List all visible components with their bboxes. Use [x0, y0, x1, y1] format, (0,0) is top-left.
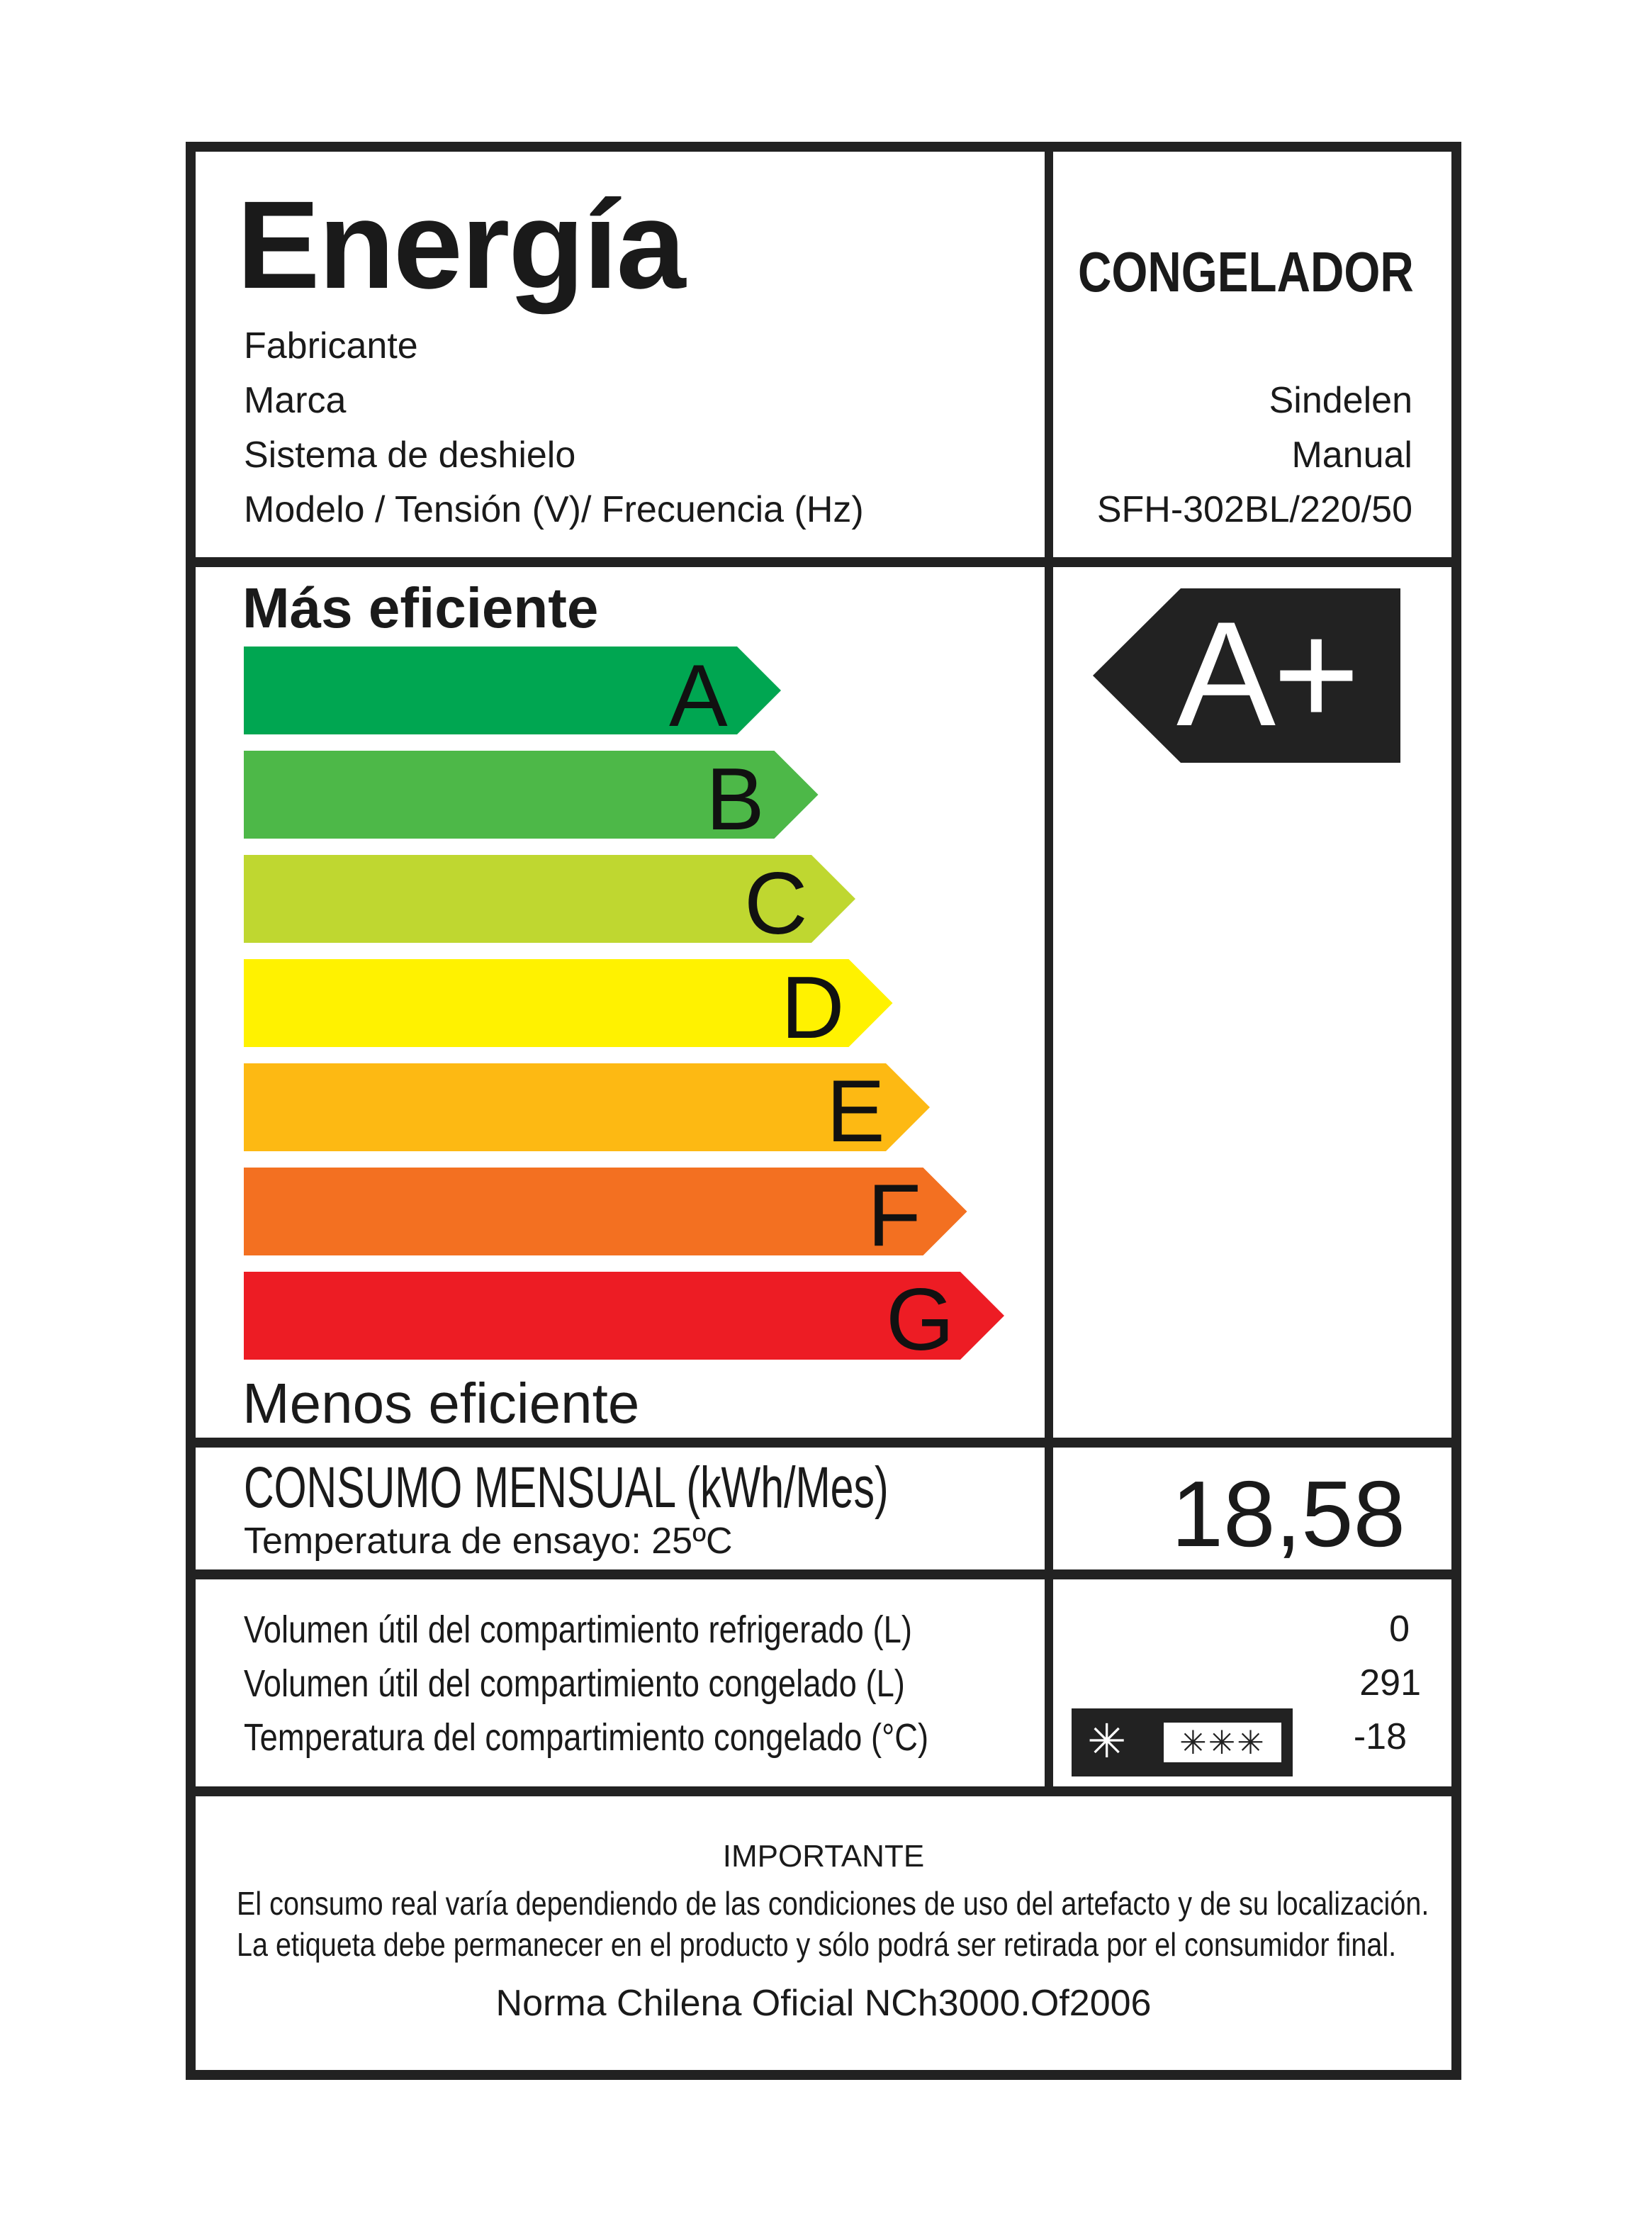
- bar-letter-f: F: [867, 1167, 921, 1265]
- label-modelo: Modelo / Tensión (V)/ Frecuencia (Hz): [244, 489, 864, 530]
- footer-line-1: El consumo real varía dependiendo de las condiciones de uso del artefacto y de su localización.: [237, 1885, 1429, 1922]
- volume-congelado-value: 291: [1359, 1662, 1421, 1703]
- bar-letter-e: E: [826, 1063, 885, 1160]
- bar-letter-g: G: [886, 1271, 955, 1369]
- triple-star-icon: ✳✳✳: [1164, 1723, 1281, 1762]
- scale-top-label: Más eficiente: [242, 576, 599, 639]
- label-title: Energía: [237, 176, 685, 315]
- bar-letter-b: B: [706, 751, 765, 849]
- temperature-value: -18: [1353, 1716, 1407, 1757]
- consumption-value: 18,58: [1171, 1462, 1405, 1566]
- footer-norma: Norma Chilena Oficial NCh3000.Of2006: [495, 1983, 1152, 2024]
- star-rating-badge: [1072, 1708, 1293, 1776]
- value-deshielo: Manual: [1291, 435, 1412, 476]
- rating-value: A+: [1176, 591, 1357, 757]
- footer-heading: IMPORTANTE: [722, 1839, 925, 1874]
- efficiency-bar-f: [244, 1168, 967, 1255]
- consumption-subtitle: Temperatura de ensayo: 25ºC: [244, 1521, 733, 1562]
- footer-line-2: La etiqueta debe permanecer en el producto y sólo podrá ser retirada por el consumidor final.: [237, 1926, 1397, 1963]
- volume-row-label: Temperatura del compartimiento congelado (°C): [244, 1716, 929, 1759]
- label-marca: Marca: [244, 380, 347, 421]
- scale-bottom-label: Menos eficiente: [242, 1372, 640, 1435]
- label-sistema-deshielo: Sistema de deshielo: [244, 435, 576, 476]
- consumption-title: CONSUMO MENSUAL (kWh/Mes): [244, 1455, 889, 1520]
- bar-letter-d: D: [781, 959, 845, 1057]
- volume-row-label: Volumen útil del compartimiento congelado (L): [244, 1662, 905, 1705]
- volume-refrigerado-value: 0: [1389, 1608, 1410, 1650]
- volume-row-label: Volumen útil del compartimiento refrigerado (L): [244, 1608, 912, 1651]
- single-star-icon: ✳: [1087, 1715, 1127, 1767]
- value-marca: Sindelen: [1269, 380, 1412, 421]
- label-fabricante: Fabricante: [244, 325, 418, 366]
- value-modelo: SFH-302BL/220/50: [1096, 489, 1412, 530]
- bar-letter-a: A: [669, 647, 728, 745]
- appliance-type: CONGELADOR: [1078, 240, 1414, 303]
- bar-letter-c: C: [744, 855, 808, 953]
